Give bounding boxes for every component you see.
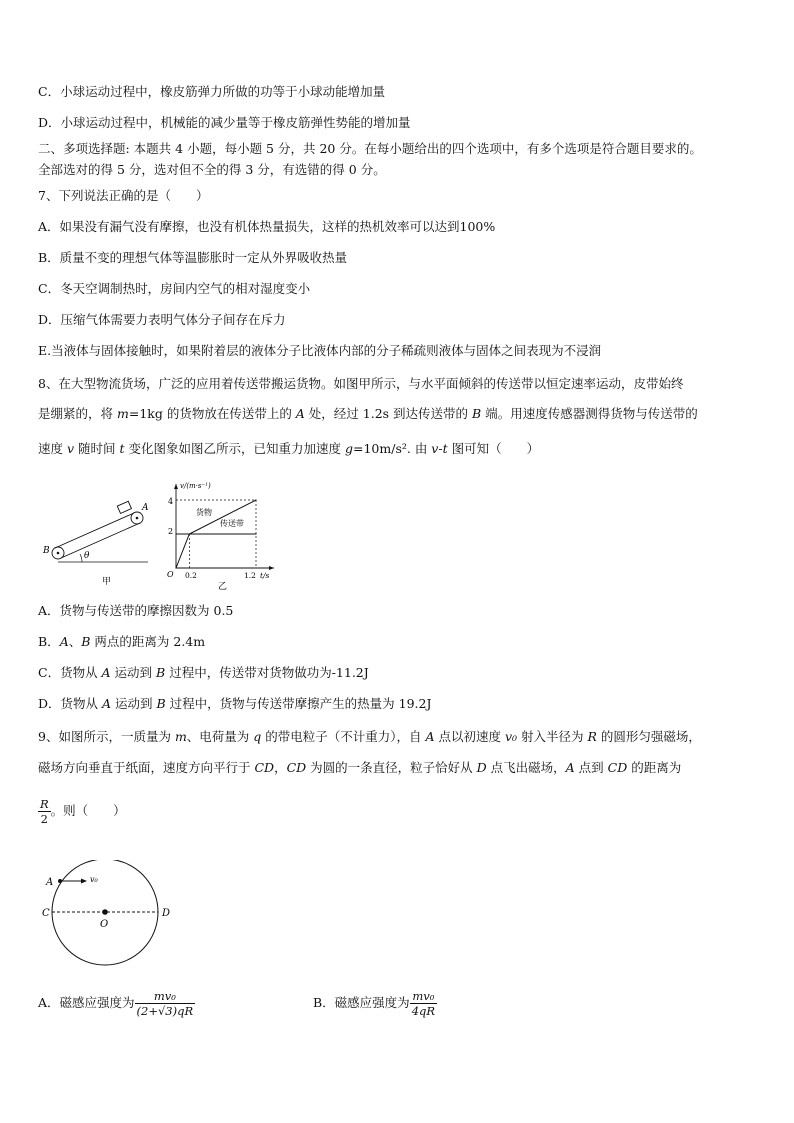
caption-yi: 乙 xyxy=(218,582,228,590)
series-label-cargo: 货物 xyxy=(196,508,212,517)
x-axis-label: t/s xyxy=(260,571,270,580)
origin-label: O xyxy=(167,570,174,579)
q8-option-c: C．货物从 A 运动到 B 过程中，传送带对货物做功为-11.2J xyxy=(38,665,369,680)
q7-stem: 7、下列说法正确的是（ ） xyxy=(38,188,209,203)
q7-option-e: E.当液体与固体接触时，如果附着层的液体分子比液体内部的分子稀疏则液体与固体之间表现为不浸润 xyxy=(38,343,602,358)
fraction-option-a: $\frac{\text{mv₀}}{(2+√3)qR}$ xyxy=(136,989,194,1018)
q8-option-d: D．货物从 A 运动到 B 过程中，货物与传送带摩擦产生的热量为 19.2J xyxy=(38,696,432,711)
fraction-option-b: $\frac{\text{mv₀}}{4qR}$ xyxy=(411,989,436,1018)
pulley-a-axle xyxy=(136,517,139,520)
cargo-box xyxy=(117,501,131,513)
angle-arc xyxy=(80,554,82,562)
q9-stem-line2: 磁场方向垂直于纸面，速度方向平行于 CD，CD 为圆的一条直径，粒子恰好从 D 点飞出磁场，A 点到 CD 的距离为 xyxy=(38,760,682,775)
q9-option-b: B．磁感应强度为 $\frac{\text{mv₀}}{4qR}$ xyxy=(313,989,436,1018)
q8-stem-line2: 是绷紧的，将 m=1kg 的货物放在传送带上的 A 处，经过 1.2s 到达传送带的 B 端。用速度传感器测得货物与传送带的 xyxy=(38,406,698,421)
series-point xyxy=(255,533,256,534)
label-c: C xyxy=(42,908,50,919)
y-axis-label: v/(m·s⁻¹) xyxy=(180,482,211,490)
series-point xyxy=(175,567,176,568)
label-v0: v₀ xyxy=(90,875,98,884)
label-a: A xyxy=(46,877,54,888)
figure-yi-vt-chart xyxy=(162,478,282,590)
pulley-b-axle xyxy=(57,552,60,555)
label-theta: θ xyxy=(84,551,90,561)
q9-stem-line1: 9、如图所示，一质量为 m、电荷量为 q 的带电粒子（不计重力），自 A 点以初速度 v₀ 射入半径为 R 的圆形匀强磁场， xyxy=(38,729,701,744)
y-tick-2: 2 xyxy=(168,527,174,536)
q8-option-b: B．A、B 两点的距离为 2.4m xyxy=(38,634,206,649)
velocity-arrowhead xyxy=(81,879,87,884)
figure-jia-conveyor xyxy=(38,496,158,588)
label-d: D xyxy=(162,908,171,919)
section2-instructions-line1: 二、多项选择题: 本题共 4 小题，每小题 5 分，共 20 分。在每小题给出的四个选项中，有多个选项是符合题目要求的。 xyxy=(38,141,702,156)
q7-option-c: C．冬天空调制热时，房间内空气的相对湿度变小 xyxy=(38,281,311,296)
figure-q9-circle xyxy=(38,860,188,970)
q8-stem-line3: 速度 v 随时间 t 变化图象如图乙所示，已知重力加速度 g=10m/s². 由 v-t 图可知（ ） xyxy=(38,441,540,456)
q8-stem-line1: 8、在大型物流货场，广泛的应用着传送带搬运货物。如图甲所示，与水平面倾斜的传送带以恒定速率运动，皮带始终 xyxy=(38,376,684,391)
q9-option-a: A．磁感应强度为 $\frac{\text{mv₀}}{(2+√3)qR}$ xyxy=(38,989,194,1018)
section2-instructions-line2: 全部选对的得 5 分，选对但不全的得 3 分，有选错的得 0 分。 xyxy=(38,162,386,177)
q7-option-a: A．如果没有漏气没有摩擦，也没有机体热量损失，这样的热机效率可以达到100% xyxy=(38,219,496,234)
label-b: B xyxy=(43,546,50,556)
q7-option-b: B．质量不变的理想气体等温膨胀时一定从外界吸收热量 xyxy=(38,250,348,265)
x-tick-1-2: 1.2 xyxy=(244,571,256,580)
x-axis-arrow xyxy=(269,566,274,570)
q8-option-a: A．货物与传送带的摩擦因数为 0.5 xyxy=(38,603,234,618)
x-tick-0-2: 0.2 xyxy=(185,571,197,580)
series-point xyxy=(255,499,256,500)
center-o xyxy=(102,909,108,915)
q6-option-d: D．小球运动过程中，机械能的减少量等于橡皮筋弹性势能的增加量 xyxy=(38,115,411,130)
q7-option-d: D．压缩气体需要力表明气体分子间存在斥力 xyxy=(38,312,286,327)
series-label-belt: 传送带 xyxy=(220,519,244,528)
label-a: A xyxy=(142,503,149,513)
caption-jia: 甲 xyxy=(102,577,112,587)
fraction-r-over-2: $\frac{R}{2}$ xyxy=(40,797,49,826)
series-point xyxy=(175,533,176,534)
q6-option-c: C．小球运动过程中，橡皮筋弹力所做的功等于小球动能增加量 xyxy=(38,84,386,99)
y-tick-4: 4 xyxy=(168,497,174,506)
label-o: O xyxy=(100,919,109,930)
q9-stem-line3: $\frac{R}{2}$ 。则（ ） xyxy=(40,797,126,826)
y-axis-arrow xyxy=(174,484,178,489)
